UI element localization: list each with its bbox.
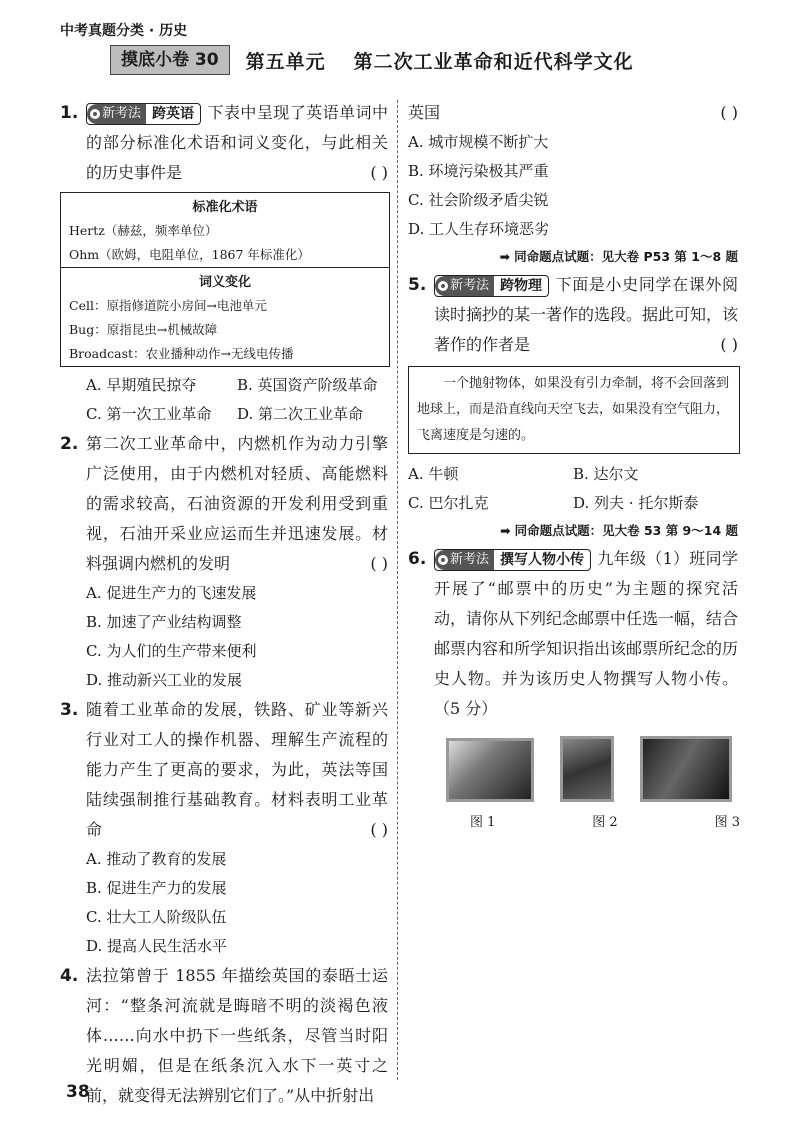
question-stem: 下表中呈现了英语单词中的部分标准化术语和词义变化，与此相关的历史事件是 [86,103,388,182]
table-row: Ohm（欧姆，电阻单位，1867 年标准化） [69,247,310,262]
arrow-right-icon: ➡ [499,249,511,264]
question-3 [60,695,388,961]
option-a[interactable]: A. 早期殖民掠夺 [86,376,197,394]
option-a[interactable]: A. 城市规模不断扩大 [408,133,549,151]
table-row: Broadcast：农业播种动作→无线电传播 [69,346,294,361]
question-number: 4. [60,966,79,986]
question-stem: 九年级（1）班同学开展了“邮票中的历史”为主题的探究活动，请你从下列纪念邮票中任选一幅，结合邮票内容和所学知识指出该邮票所纪念的历史人物。并为该历史人物撰写人物小传。（5 分） [434,549,739,718]
column-divider [397,100,398,1080]
answer-paren[interactable]: ( ) [370,820,388,839]
question-stem: 第二次工业革命中，内燃机作为动力引擎广泛使用，由于内燃机对轻质、高能燃料的需求较高，石油资源的开发利用受到重视，石油开采业应运而生并迅速发展。材料强调内燃机的发明 [86,434,388,573]
arrow-right-icon: ➡ [500,523,511,538]
option-d[interactable]: D. 提高人民生活水平 [86,937,228,955]
question-number: 3. [60,700,79,720]
stamp-figure-3 [640,736,732,802]
question-stem: 下面是小史同学在课外阅读时摘抄的某一著作的选段。据此可知，该著作的作者是 [434,275,739,354]
related-questions-ref: ➡ 同命题点试题：见大卷 53 第 9～14 题 [434,518,738,544]
right-column [408,98,738,838]
question-number: 1. [60,103,79,123]
pin-icon [90,109,100,119]
option-d[interactable]: D. 工人生存环境恶劣 [408,220,550,238]
stamp-figure-2 [560,736,614,802]
option-b[interactable]: B. 环境污染极其严重 [408,162,549,180]
quiz-badge: 摸底小卷 30 [110,45,230,75]
option-d[interactable]: D. 第二次工业革命 [237,405,364,423]
pin-icon [438,281,448,291]
table-row: Cell：原指修道院小房间→电池单元 [69,298,267,313]
option-b[interactable]: B. 达尔文 [573,465,639,483]
option-d[interactable]: D. 推动新兴工业的发展 [86,671,243,689]
answer-paren[interactable]: ( ) [370,163,388,182]
caption-2: 图 2 [592,815,618,830]
left-column [60,98,388,1111]
figure-captions [470,808,740,838]
answer-paren[interactable]: ( ) [720,335,738,354]
options [86,371,388,429]
table-heading: 标准化术语 [192,200,258,215]
question-stem: 英国 [408,103,441,122]
question-1 [60,98,388,429]
caption-3: 图 3 [714,815,740,830]
question-5 [408,270,739,544]
question-4-continued [408,98,738,270]
table-row: Bug：原指昆虫→机械故障 [69,322,218,337]
stamp-figure-1 [446,738,534,802]
question-tag: 新考法 跨物理 [434,275,549,297]
options [408,460,738,518]
page-title [110,44,634,76]
option-c[interactable]: C. 壮大工人阶级队伍 [86,908,227,926]
related-questions-ref: ➡ 同命题点试题：见大卷 P53 第 1～8 题 [408,244,738,270]
option-a[interactable]: A. 促进生产力的飞速发展 [86,584,257,602]
option-b[interactable]: B. 英国资产阶级革命 [237,376,378,394]
topic-title: 第二次工业革命和近代科学文化 [353,50,634,73]
page-number: 38 [66,1082,90,1102]
option-b[interactable]: B. 加速了产业结构调整 [86,613,242,631]
option-a[interactable]: A. 推动了教育的发展 [86,850,227,868]
question-stem: 随着工业革命的发展，铁路、矿业等新兴行业对工人的操作机器、理解生产流程的能力产生了更高的要求，为此，英法等国陆续强制推行基础教育。材料表明工业革命 [86,700,388,839]
pin-icon [438,555,448,565]
answer-paren[interactable]: ( ) [370,554,388,573]
book-series-label: 中考真题分类 · 历史 [60,23,188,39]
table-heading: 词义变化 [198,275,251,290]
quote-excerpt: 一个抛射物体，如果没有引力牵制，将不会回落到地球上，而是沿直线向天空飞去，如果没有空气阻力，飞离速度是匀速的。 [408,366,740,454]
caption-1: 图 1 [470,815,496,830]
option-c[interactable]: C. 社会阶级矛盾尖锐 [408,191,549,209]
terms-table [60,192,390,367]
unit-title: 第五单元 [245,50,326,73]
answer-paren[interactable]: ( ) [720,103,738,122]
question-2 [60,429,388,695]
option-c[interactable]: C. 第一次工业革命 [86,405,212,423]
option-c[interactable]: C. 为人们的生产带来便利 [86,642,257,660]
option-a[interactable]: A. 牛顿 [408,465,459,483]
option-b[interactable]: B. 促进生产力的发展 [86,879,227,897]
question-tag: 新考法 跨英语 [86,103,201,125]
option-d[interactable]: D. 列夫 · 托尔斯泰 [573,494,699,512]
option-c[interactable]: C. 巴尔扎克 [408,494,489,512]
question-tag: 新考法 撰写人物小传 [434,549,591,571]
question-number: 5. [408,275,427,295]
question-6 [408,544,740,838]
question-number: 6. [408,549,427,569]
stamp-images [446,736,732,802]
question-stem: 法拉第曾于 1855 年描绘英国的泰晤士运河：“整条河流就是晦暗不明的淡褐色液体……向水中扔下一些纸条，尽管当时阳光明媚，但是在纸条沉入水下一英寸之前，就变得无法辨别它们了。”从中折射出 [86,966,388,1105]
question-number: 2. [60,434,79,454]
table-row: Hertz（赫兹，频率单位） [69,223,218,238]
